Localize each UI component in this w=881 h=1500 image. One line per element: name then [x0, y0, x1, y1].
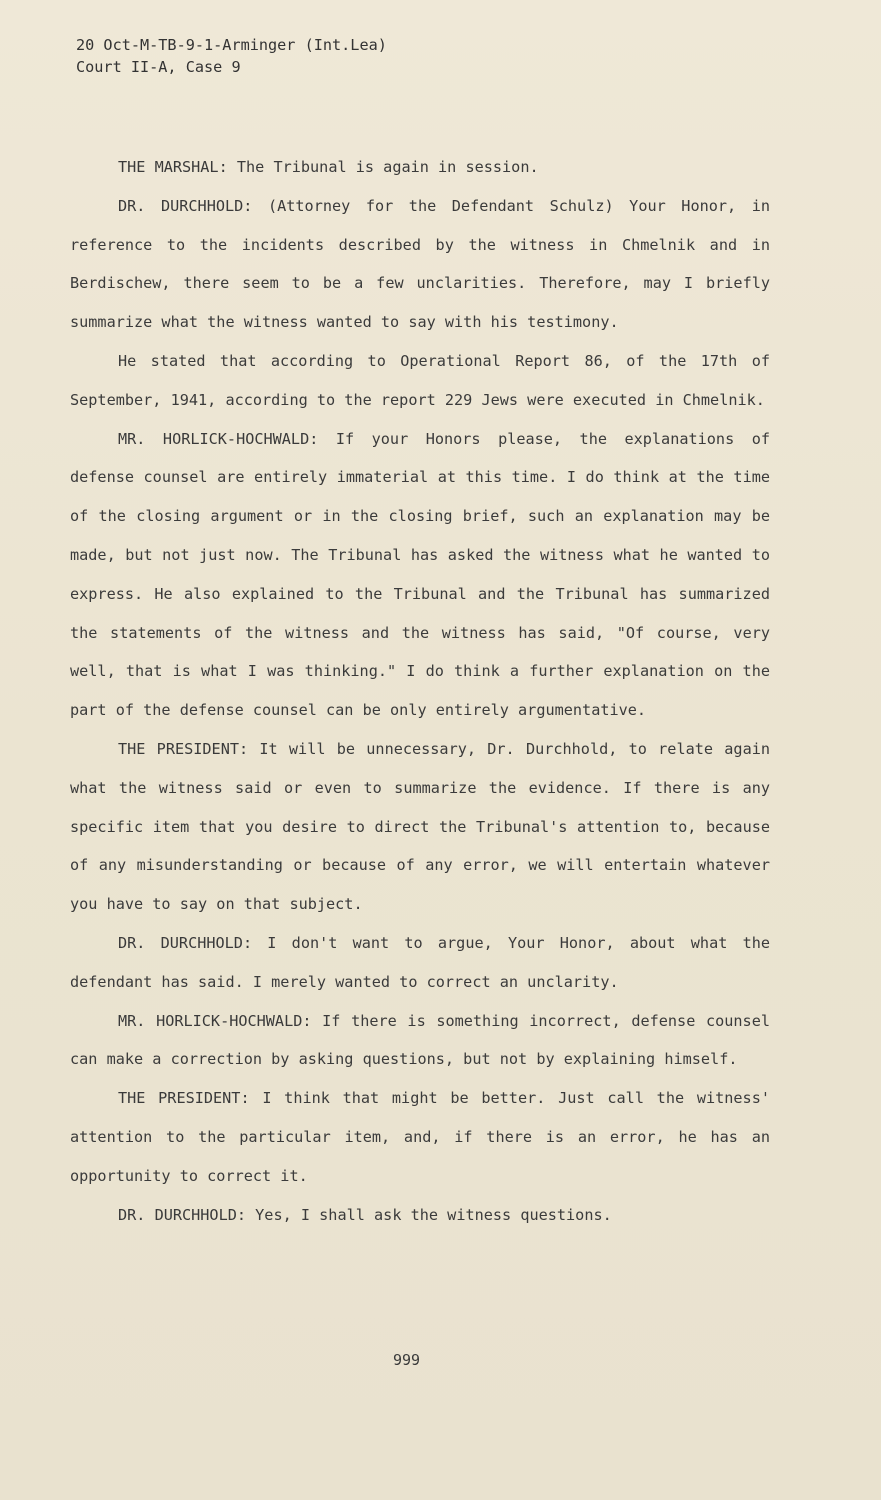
document-header — [76, 34, 387, 78]
paragraph-text: Yes, I shall ask the witness questions. — [246, 1205, 612, 1224]
paragraph-text: The Tribunal is again in session. — [227, 158, 539, 176]
speaker-name: THE PRESIDENT: — [118, 1089, 250, 1108]
paragraph — [70, 342, 770, 420]
paragraph — [70, 1079, 770, 1195]
paragraph-text: (Attorney for the Defendant Schulz) Your Honor, in reference to the incidents described by the witness in Chmelnik and in Berdischew, there seem to be a few unclarities. Therefore, may I briefly summarize what the witness wanted to say with his testimony. — [70, 196, 770, 332]
paragraph-text: It will be unnecessary, Dr. Durchhold, to relate again what the witness said or even to summarize the evidence. If there is any specific item that you desire to direct the Tribunal's attention to, because of any misunderstanding or because of any error, we will entertain whatever you have to say on that subject. — [70, 739, 770, 914]
speaker-name: MR. HORLICK-HOCHWALD: — [118, 1011, 312, 1030]
speaker-name: DR. DURCHHOLD: — [118, 1205, 247, 1224]
paragraph-text: I don't want to argue, Your Honor, about what the defendant has said. I merely wanted to correct an unclarity. — [70, 933, 771, 991]
paragraph — [70, 924, 770, 1002]
speaker-name: DR. DURCHHOLD: — [118, 933, 253, 952]
header-reference: 20 Oct-M-TB-9-1-Arminger (Int.Lea) — [76, 36, 387, 54]
speaker-name: THE MARSHAL: — [118, 158, 228, 176]
paragraph — [70, 420, 770, 730]
page-number: 999 — [392, 1351, 421, 1369]
paragraph — [70, 730, 770, 924]
paragraph — [70, 1196, 770, 1235]
header-court-case: Court II-A, Case 9 — [76, 58, 241, 76]
transcript-body — [70, 148, 770, 1234]
paragraph-text: I think that might be better. Just call the witness' attention to the particular item, and, if there is an error, he has an opportunity to correct it. — [70, 1089, 770, 1185]
paragraph-text: If your Honors please, the explanations of defense counsel are entirely immaterial at this time. I do think at the time of the closing argument or in the closing brief, such an explanation may be made, but not just now. The Tribunal has asked the witness what he wanted to express. He also explained to the Tribunal and the Tribunal has summarized the statements of the witness and the witness has said, "Of course, very well, that is what I was thinking." I do think a further explanation on the part of the defense counsel can be only entirely argumentative. — [70, 429, 770, 720]
paragraph — [70, 187, 770, 342]
speaker-name: DR. DURCHHOLD: — [118, 196, 253, 215]
paragraph-text: He stated that according to Operational Report 86, of the 17th of September, 1941, according to the report 229 Jews were executed in Chmelnik. — [70, 351, 770, 409]
speaker-name: THE PRESIDENT: — [118, 739, 249, 758]
paragraph — [70, 148, 770, 187]
paragraph — [70, 1002, 770, 1080]
speaker-name: MR. HORLICK-HOCHWALD: — [118, 429, 319, 448]
paragraph-text: If there is something incorrect, defense counsel can make a correction by asking questions, but not by explaining himself. — [70, 1011, 770, 1069]
